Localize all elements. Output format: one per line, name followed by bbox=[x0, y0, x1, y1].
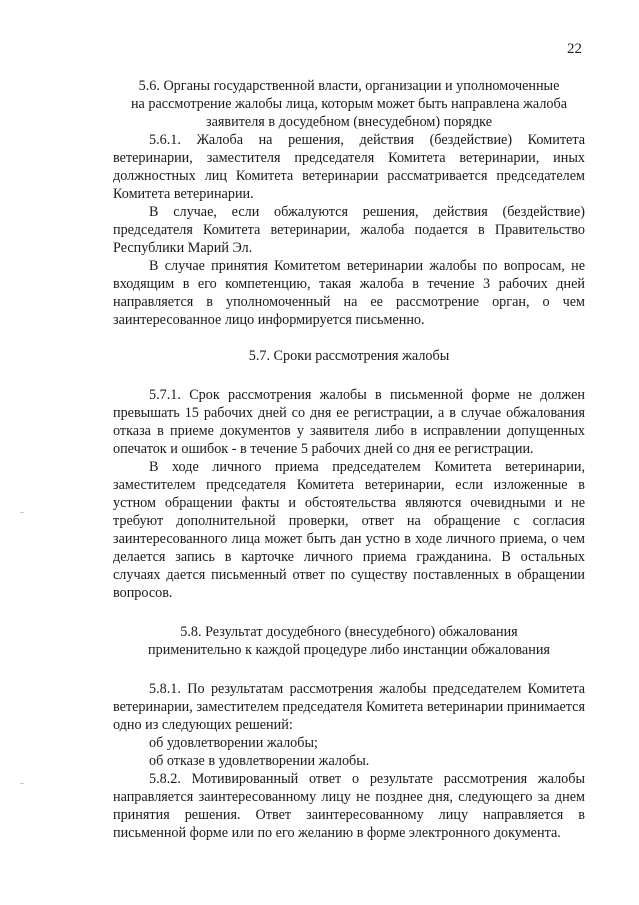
section-5-8-heading bbox=[113, 623, 585, 659]
paragraph-5-6-case: В случае, если обжалуются решения, действия (бездействие) председателя Комитета ветеринарии, жалоба подается в Правительство Республики Марий Эл. bbox=[113, 204, 585, 256]
document-body bbox=[113, 77, 585, 842]
heading-line: применительно к каждой процедуре либо инстанции обжалования bbox=[148, 642, 550, 658]
section-5-6-heading bbox=[113, 77, 585, 131]
section-5-7-heading: 5.7. Сроки рассмотрения жалобы bbox=[248, 348, 450, 364]
paragraph-5-7-personal-reception: В ходе личного приема председателем Комитета ветеринарии, заместителем председателя Комитета ветеринарии, если изложенные в устном обращении факты и обстоятельства являются очевидными и не требуют дополнительной проверки, ответ на обращение с согласия заинтересованного лица может быть дан устно в ходе личного приема, о чем делается запись в карточке личного приема гражданина. В остальных случаях дается письменный ответ по существу поставленных в обращении вопросов. bbox=[113, 459, 585, 601]
heading-line: заявителя в досудебном (внесудебном) порядке bbox=[206, 114, 492, 130]
heading-line: на рассмотрение жалобы лица, которым может быть направлена жалоба bbox=[130, 96, 568, 112]
heading-line: 5.8. Результат досудебного (внесудебного) обжалования bbox=[180, 624, 518, 640]
decision-option: об отказе в удовлетворении жалобы. bbox=[149, 753, 370, 769]
decision-option: об удовлетворении жалобы; bbox=[149, 735, 318, 751]
paragraph-5-6-1: 5.6.1. Жалоба на решения, действия (бездействие) Комитета ветеринарии, заместителя председателя Комитета ветеринарии, иных должностных лиц Комитета ветеринарии рассматривается председателем Комитета ветеринарии. bbox=[113, 132, 585, 202]
paragraph-5-7-1: 5.7.1. Срок рассмотрения жалобы в письменной форме не должен превышать 15 рабочих дней со дня ее регистрации, а в случае обжалования отказа в приеме документов у заявителя либо в исправлении допущенных опечаток и ошибок - в течение 5 рабочих дней со дня ее регистрации. bbox=[113, 387, 585, 457]
heading-line: 5.6. Органы государственной власти, организации и уполномоченные bbox=[138, 78, 560, 94]
paragraph-5-8-1: 5.8.1. По результатам рассмотрения жалобы председателем Комитета ветеринарии, заместителем председателя Комитета ветеринарии принимается одно из следующих решений: bbox=[113, 681, 585, 733]
paragraph-5-6-competence: В случае принятия Комитетом ветеринарии жалобы по вопросам, не входящим в его компетенцию, такая жалоба в течение 3 рабочих дней направляется в уполномоченный на ее рассмотрение орган, о чем заинтересованное лицо информируется письменно. bbox=[113, 258, 585, 328]
paragraph-5-8-2: 5.8.2. Мотивированный ответ о результате рассмотрения жалобы направляется заинтересованному лицу не позднее дня, следующего за днем принятия решения. Ответ заинтересованному лицу направляется в письменной форме или по его желанию в форме электронного документа. bbox=[113, 771, 585, 841]
scan-edge-mark bbox=[20, 512, 24, 513]
scan-edge-mark bbox=[20, 783, 24, 784]
page-number: 22 bbox=[567, 41, 582, 57]
